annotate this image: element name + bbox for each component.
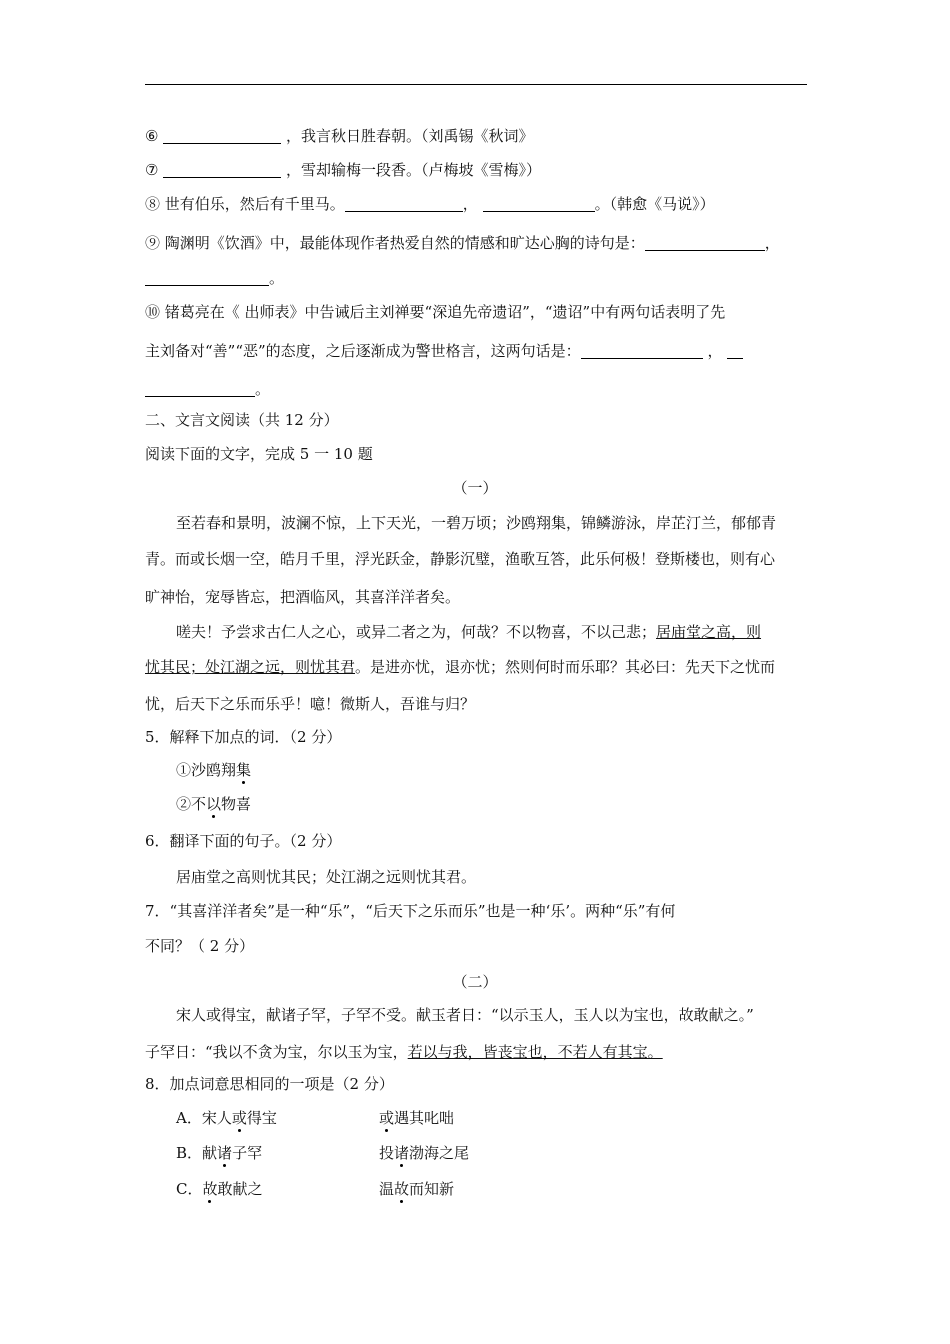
dotted-word: 集 (236, 761, 252, 779)
dotted-word: 或 (379, 1109, 395, 1127)
question-7b-line-2: 不同？（ 2 分） (145, 937, 255, 955)
passage-2-line (176, 621, 761, 643)
option-c[interactable] (176, 1178, 263, 1200)
dotted-word: 诸 (217, 1144, 233, 1162)
option-text: 得宝 (246, 1109, 277, 1127)
answer-blank[interactable] (483, 196, 595, 212)
passage-1-line: 至若春和景明，波澜不惊，上下天光，一碧万顷；沙鸥翔集，锦鳞游泳，岸芷汀兰，郁郁青 (176, 514, 777, 532)
passage-text: 子罕日：“我以不贪为宝，尔以玉为宝， (145, 1043, 408, 1061)
passage-1-line: 青。而或长烟一空，皓月千里，浮光跃金，静影沉璧，渔歌互答，此乐何极！登斯楼也，则有心 (145, 550, 776, 568)
item-text: ②不 (176, 795, 207, 813)
dotted-word: 以 (206, 795, 222, 813)
passage-text: 。是进亦忧，退亦忧；然则何时而乐耶？其必曰：先天下之忧而 (355, 658, 776, 676)
passage-2-line (145, 656, 775, 678)
separator: ， (462, 195, 478, 213)
question-8b-title: 8．加点词意思相同的一项是（2 分） (145, 1075, 394, 1093)
item-number: ⑦ (145, 161, 159, 179)
option-label: C． (176, 1180, 203, 1198)
item-text: 物喜 (221, 795, 252, 813)
answer-blank[interactable] (145, 381, 255, 397)
separator: ， (764, 234, 780, 252)
option-text: 温 (379, 1180, 395, 1198)
question-10-line-1: ⑩ 锗葛亮在《 出师表》中告诫后主刘禅要“深追先帝遗诏”，“遗诏”中有两句话表明了先 (145, 303, 726, 321)
dotted-word: 故 (202, 1180, 218, 1198)
question-10-line-3 (145, 378, 270, 400)
question-text: ⑨ 陶渊明《饮酒》中，最能体现作者热爱自然的情感和旷达心胸的诗句是： (145, 234, 645, 252)
passage-1-line: 旷神怡，宠辱皆忘，把酒临风，其喜洋洋者矣。 (145, 588, 461, 606)
question-9-line-2 (145, 267, 284, 289)
answer-blank[interactable] (345, 196, 463, 212)
underlined-sentence: 居庙堂之高，则 (656, 623, 762, 641)
question-6b-title: 6．翻译下面的句子。（2 分） (145, 832, 342, 850)
question-7b-line-1: 7．“其喜洋洋者矣”是一种“乐”，“后天下之乐而乐”也是一种‘乐’。两种“乐”有何 (145, 902, 676, 920)
dotted-word: 诸 (394, 1144, 410, 1162)
dotted-word: 故 (394, 1180, 410, 1198)
option-a[interactable] (176, 1107, 277, 1129)
question-text: 主刘备对“善”“恶”的态度，之后逐渐成为警世格言，这两句话是： (145, 342, 581, 360)
option-c-compare (379, 1178, 454, 1200)
option-text: 献 (202, 1144, 218, 1162)
question-text: ⑧ 世有伯乐，然后有千里马。 (145, 195, 345, 213)
question-text: 。 (269, 269, 285, 287)
header-rule (145, 84, 807, 85)
option-a-compare (379, 1107, 454, 1129)
question-5-title: 5．解释下加点的词．（2 分） (145, 728, 342, 746)
section-2-instruction: 阅读下面的文字，完成 5 一 10 题 (145, 445, 373, 463)
separator: ， (707, 342, 723, 360)
option-text: 敢献之 (217, 1180, 263, 1198)
part-1-label: （一） (452, 479, 498, 497)
answer-blank[interactable] (163, 162, 281, 178)
option-label: B． (176, 1144, 203, 1162)
part-2-label: （二） (452, 973, 498, 991)
option-label: A． (176, 1109, 202, 1127)
question-5-item-1 (176, 759, 251, 781)
question-5-item-2 (176, 793, 251, 815)
question-text: 。（韩愈《马说》） (594, 195, 715, 213)
answer-blank[interactable] (727, 343, 743, 359)
passage-3-line: 宋人或得宝，献诸子罕，子罕不受。献玉者日：“以示玉人，玉人以为宝也，故敢献之。” (176, 1006, 754, 1024)
option-b-compare (379, 1142, 469, 1164)
question-7-line (145, 159, 541, 181)
option-text: 投 (379, 1144, 395, 1162)
dotted-word: 或 (231, 1109, 247, 1127)
passage-text: 嗟夫！予尝求古仁人之心，或异二者之为，何哉？不以物喜，不以己悲； (176, 623, 657, 641)
passage-2-line: 忧，后天下之乐而乐乎！噫！微斯人，吾谁与归？ (145, 695, 476, 713)
question-text: ，雪却输梅一段香。（卢梅坡《雪梅》） (286, 161, 542, 179)
passage-3-line (145, 1041, 663, 1063)
answer-blank[interactable] (581, 343, 703, 359)
question-10-line-2 (145, 340, 743, 362)
item-number: ⑥ (145, 127, 159, 145)
option-text: 子罕 (232, 1144, 263, 1162)
option-text: 宋人 (201, 1109, 232, 1127)
answer-blank[interactable] (645, 235, 765, 251)
underlined-sentence: 若以与我，皆丧宝也，不若人有其宝。 (407, 1043, 663, 1061)
answer-blank[interactable] (145, 270, 269, 286)
underlined-sentence: 忧其民；处江湖之远，则忧其君 (145, 658, 356, 676)
question-text: 。 (255, 380, 271, 398)
question-9-line (145, 232, 780, 254)
item-text: ①沙鸥翔 (176, 761, 237, 779)
question-6b-sentence: 居庙堂之高则忧其民；处江湖之远则忧其君。 (176, 868, 477, 886)
question-6-line (145, 125, 534, 147)
option-b[interactable] (176, 1142, 262, 1164)
question-text: ，我言秋日胜春朝。（刘禹锡《秋词》 (286, 127, 534, 145)
option-text: 渤海之尾 (409, 1144, 470, 1162)
answer-blank[interactable] (163, 128, 281, 144)
section-2-title: 二、文言文阅读（共 12 分） (145, 411, 339, 429)
option-text: 遇其叱咄 (394, 1109, 455, 1127)
option-text: 而知新 (409, 1180, 455, 1198)
question-8-line (145, 193, 715, 215)
